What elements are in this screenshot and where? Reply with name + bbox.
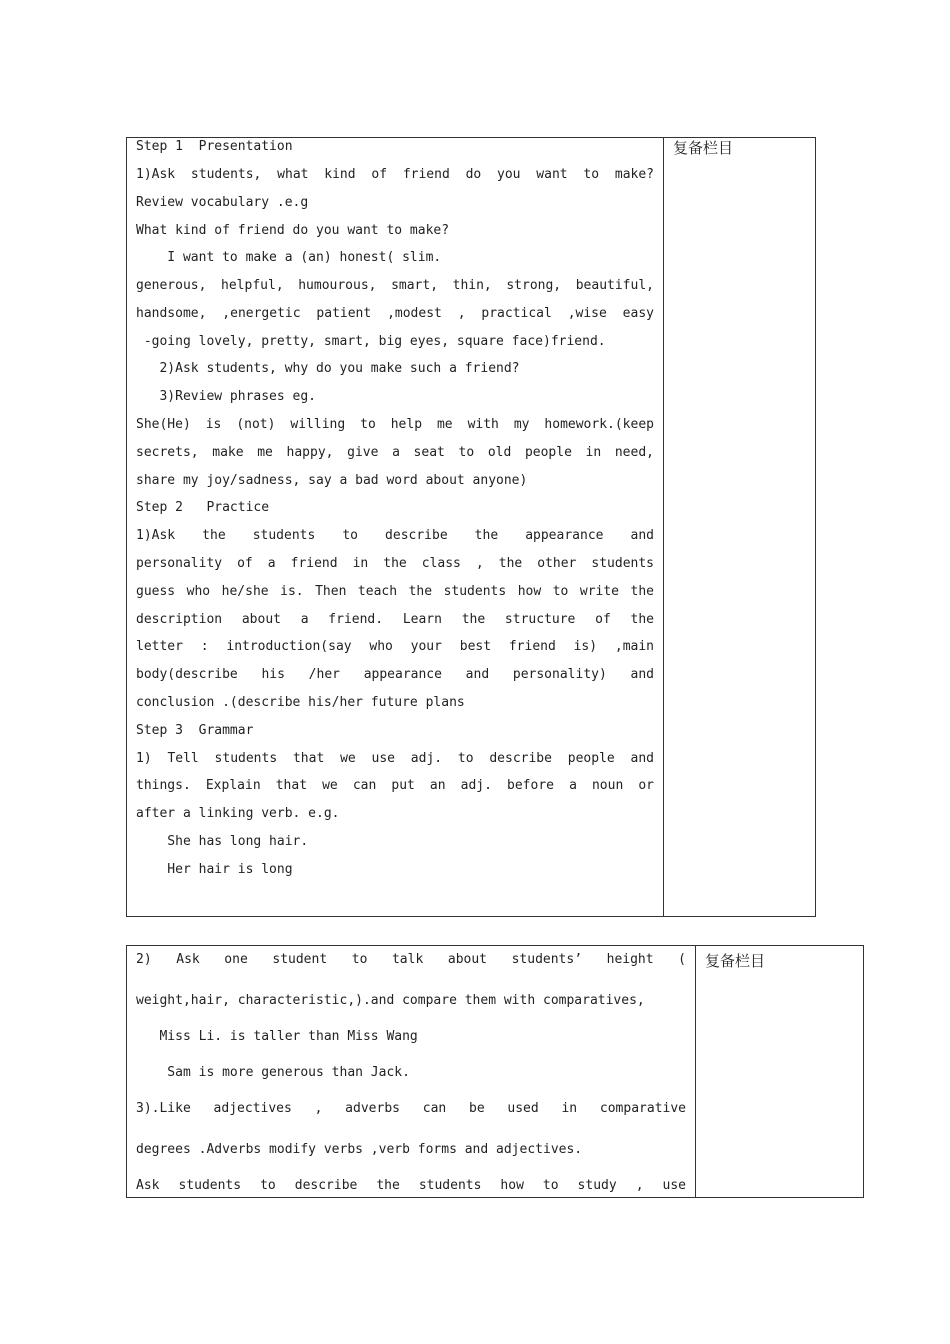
text-line: Miss Li. is taller than Miss Wang — [136, 1029, 418, 1044]
text-line: letter : introduction(say who your best friend is) ,main — [136, 639, 654, 654]
text-line: 1)Ask the students to describe the appearance and — [136, 528, 654, 543]
text-line: personality of a friend in the class , the other students — [136, 556, 654, 571]
text-line: secrets, make me happy, give a seat to old people in need, — [136, 445, 654, 460]
text-line: I want to make a (an) honest( slim. — [136, 250, 442, 265]
text-line: Step 1 Presentation — [136, 139, 293, 154]
text-line: Step 3 Grammar — [136, 723, 254, 738]
text-line: Ask students to describe the students how to study , use — [136, 1178, 686, 1193]
text-line: conclusion .(describe his/her future plans — [136, 695, 465, 710]
text-line: 3)Review phrases eg. — [136, 389, 317, 404]
text-line: She has long hair. — [136, 834, 309, 849]
text-line: weight,hair, characteristic,).and compare them with comparatives, — [136, 993, 645, 1008]
lesson-content-cell — [127, 946, 696, 1197]
text-line: 1)Ask students, what kind of friend do you want to make? — [136, 167, 654, 182]
text-line: after a linking verb. e.g. — [136, 806, 340, 821]
review-notes-label: 复备栏目 — [705, 952, 766, 970]
text-line: Sam is more generous than Jack. — [136, 1065, 410, 1080]
lesson-plan-table-1 — [126, 137, 816, 917]
lesson-content-cell — [127, 138, 664, 916]
text-line: description about a friend. Learn the structure of the — [136, 612, 654, 627]
text-line: body(describe his /her appearance and personality) and — [136, 667, 654, 682]
text-line: handsome, ,energetic patient ,modest , practical ,wise easy — [136, 306, 654, 321]
text-line: degrees .Adverbs modify verbs ,verb forms and adjectives. — [136, 1142, 583, 1157]
text-line: -going lovely, pretty, smart, big eyes, square face)friend. — [136, 334, 606, 349]
text-line: guess who he/she is. Then teach the students how to write the — [136, 584, 654, 599]
text-line: things. Explain that we can put an adj. before a noun or — [136, 778, 654, 793]
text-line: Review vocabulary .e.g — [136, 195, 309, 210]
text-line: 2) Ask one student to talk about students’ height ( — [136, 952, 686, 967]
text-line: What kind of friend do you want to make? — [136, 223, 450, 238]
text-line: share my joy/sadness, say a bad word about anyone) — [136, 473, 528, 488]
text-line: She(He) is (not) willing to help me with my homework.(keep — [136, 417, 654, 432]
text-line: Her hair is long — [136, 862, 293, 877]
review-notes-cell — [696, 946, 863, 1197]
text-line: Step 2 Practice — [136, 500, 270, 515]
review-notes-cell — [664, 138, 815, 916]
lesson-plan-table-2 — [126, 945, 864, 1198]
text-line: generous, helpful, humourous, smart, thin, strong, beautiful, — [136, 278, 654, 293]
text-line: 3).Like adjectives , adverbs can be used in comparative — [136, 1101, 686, 1116]
text-line: 1) Tell students that we use adj. to describe people and — [136, 751, 654, 766]
review-notes-label: 复备栏目 — [673, 139, 734, 157]
text-line: 2)Ask students, why do you make such a friend? — [136, 361, 520, 376]
